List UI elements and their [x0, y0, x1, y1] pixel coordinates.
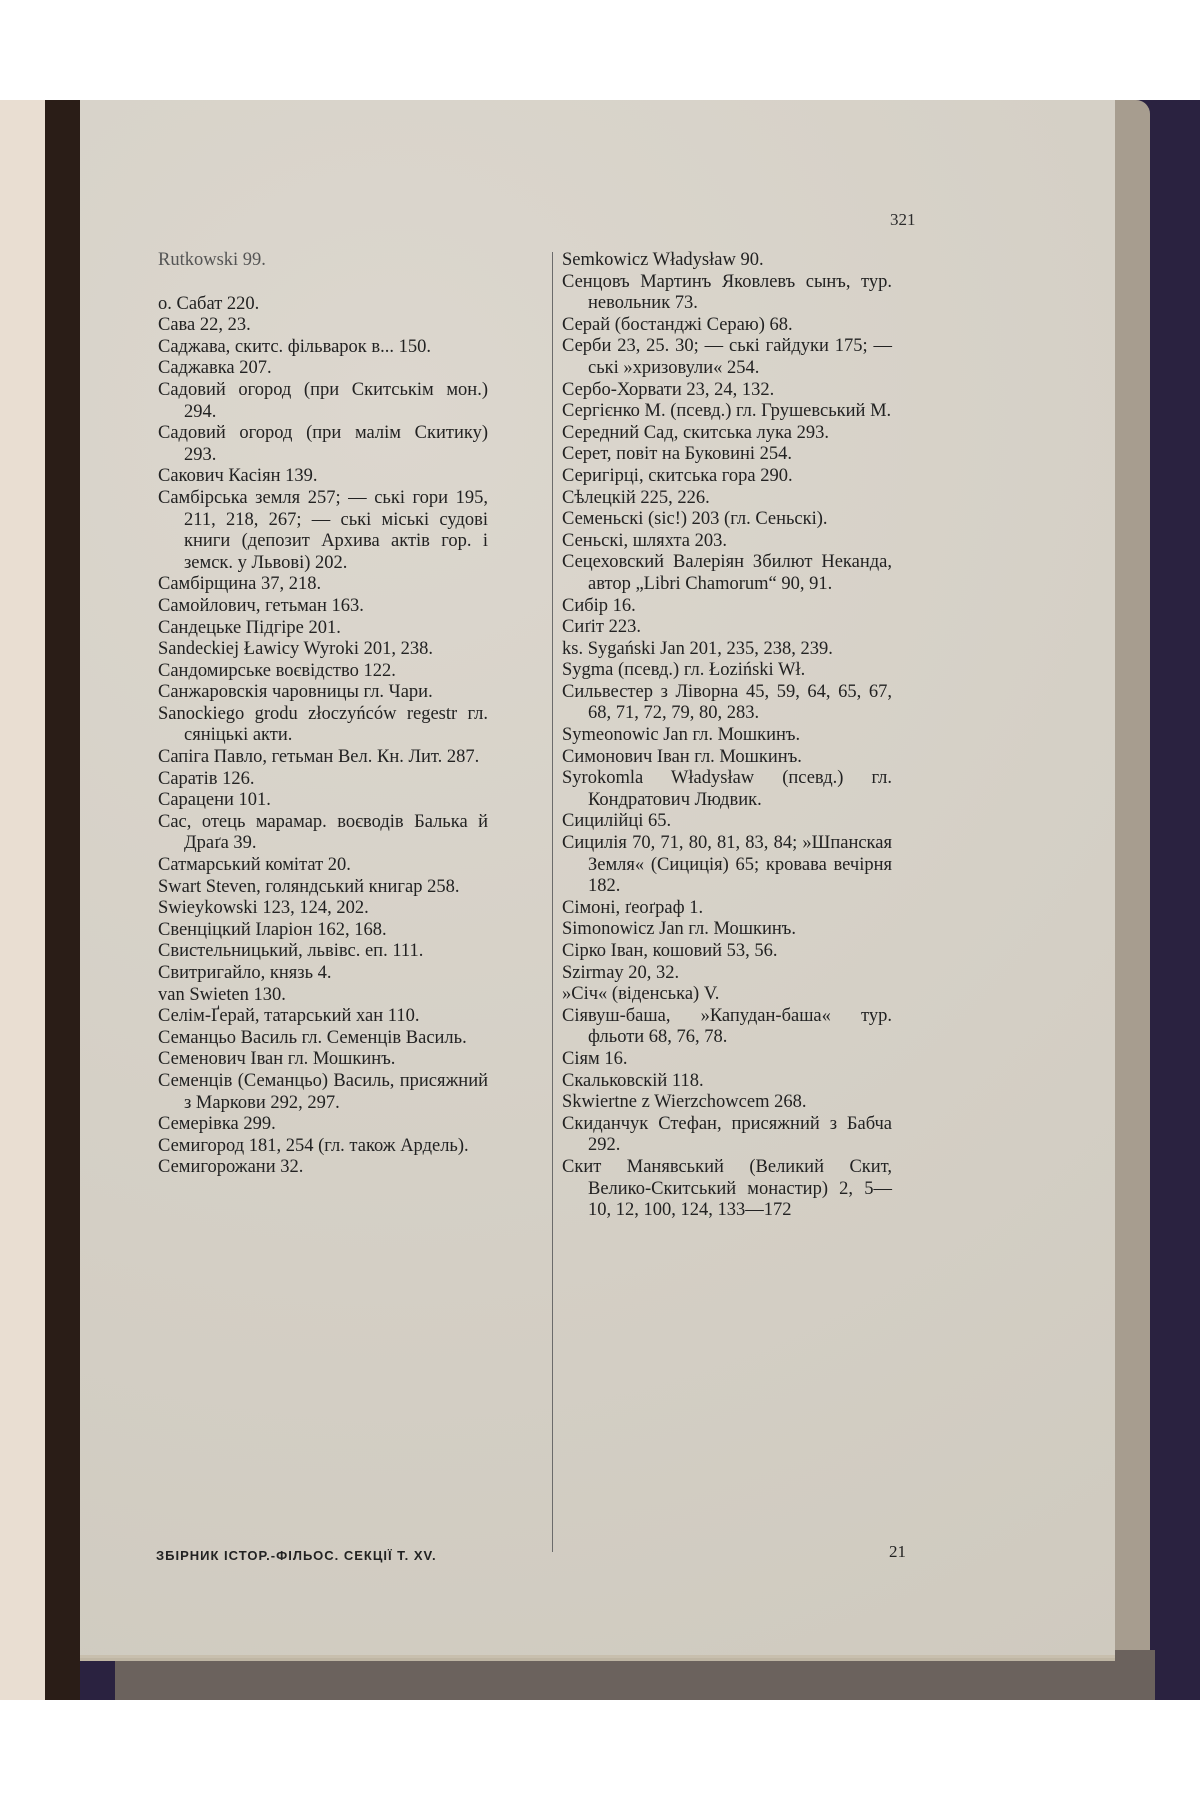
page-number: 321 [890, 210, 916, 229]
index-entry: Skwiertne z Wierzchowcem 268. [562, 1092, 807, 1113]
index-entry: Симонович Іван гл. Мошкинъ. [562, 746, 802, 767]
index-entry: Swart Steven, голяндський книгар 258. [158, 876, 460, 897]
index-entry: Серай (бостанджі Сераю) 68. [562, 314, 793, 335]
index-entry: Сибір 16. [562, 595, 636, 616]
index-entry: Саджавка 207. [158, 358, 272, 379]
index-entry: Свенціцкий Іларіон 162, 168. [158, 919, 387, 940]
index-entry: Сеньскі, шляхта 203. [562, 530, 728, 551]
index-entry: Санжаровскія чаровницы гл. Чари. [158, 682, 433, 703]
index-entry: Семанцьо Василь гл. Семенців Василь. [158, 1027, 467, 1048]
index-entry: Сергієнко М. (псевд.) гл. Грушевський М. [562, 401, 892, 422]
index-entry: Садовий огород (при малім Скитику) 293. [158, 423, 488, 465]
index-entry: Серигірці, скитська гора 290. [562, 465, 793, 486]
index-entry: Скиданчук Стефан, присяжний з Бабча 292. [562, 1113, 892, 1156]
index-entry: Symeonowic Jan гл. Мошкинъ. [562, 725, 801, 746]
index-entry: Середний Сад, скитська лука 293. [562, 422, 829, 443]
index-entry: Семенович Іван гл. Мошкинъ. [158, 1049, 396, 1070]
index-column-left [158, 250, 488, 1179]
index-entry: Сандомирське воєвідство 122. [158, 660, 396, 681]
index-entry: Сицилійці 65. [562, 811, 672, 832]
signature-number: 21 [889, 1542, 906, 1561]
index-entry: о. Сабат 220. [158, 293, 260, 314]
index-entry: van Swieten 130. [158, 984, 286, 1005]
index-entry: Саратів 126. [158, 768, 255, 789]
index-entry: Сіям 16. [562, 1048, 628, 1069]
index-entry: Сава 22, 23. [158, 315, 251, 336]
index-entry: Syrokomla Władysław (псевд.) гл. Кондратович Людвик. [562, 768, 892, 810]
index-entry: Серби 23, 25. 30; — ські гайдуки 175; — ські »хризовули« 254. [562, 336, 892, 378]
index-entry: Скальковскій 118. [562, 1070, 704, 1091]
book-spine [45, 100, 80, 1700]
index-entry: Семенців (Семанцьо) Василь, присяжний з Маркови 292, 297. [158, 1070, 488, 1113]
index-entry: Semkowicz Władysław 90. [562, 250, 764, 270]
index-entry: Садовий огород (при Скитськім мон.) 294. [158, 379, 488, 422]
index-entry: Серет, повіт на Буковині 254. [562, 444, 793, 465]
index-entry: Сербо-Хорвати 23, 24, 132. [562, 379, 775, 400]
index-entry: Swieykowski 123, 124, 202. [158, 898, 369, 919]
index-entry: Сицилія 70, 71, 80, 81, 83, 84; »Шпанская Земля« (Сициція) 65; кровава вечірня 182. [562, 833, 892, 897]
index-entry: Szirmay 20, 32. [562, 962, 680, 983]
index-entry: Саджава, скитс. фільварок в... 150. [158, 336, 432, 357]
index-entry: Семигорожани 32. [158, 1157, 304, 1178]
index-entry: Семеньскі (sic!) 203 (гл. Сеньскі). [562, 509, 828, 530]
index-entry: Rutkowski 99. [158, 250, 266, 270]
index-entry: Самбірщина 37, 218. [158, 574, 322, 595]
index-entry: Сіявуш-баша, »Капудан-баша« тур. фльоти 68, 76, 78. [562, 1005, 892, 1048]
index-entry: Самбірська земля 257; — ські гори 195, 211, 218, 267; — ські міські судові книги (депозит Архива актів гор. і земск. у Львові) 202. [158, 487, 488, 573]
index-entry: Simonowicz Jan гл. Мошкинъ. [562, 919, 796, 940]
index-entry: Сандецьке Підгіре 201. [158, 617, 341, 638]
index-entry: Самойлович, гетьман 163. [158, 595, 364, 616]
index-entry: Сакович Касіян 139. [158, 466, 318, 487]
index-entry: Сецеховский Валеріян Збилют Неканда, автор „Libri Chamorum“ 90, 91. [562, 552, 892, 594]
index-entry: Сѣлецкій 225, 226. [562, 487, 710, 508]
index-entry: Сильвестер з Ліворна 45, 59, 64, 65, 67, 68, 71, 72, 79, 80, 283. [562, 681, 892, 724]
index-entry: Свистельницький, львівс. еп. 111. [158, 941, 424, 962]
index-entry: »Січ« (віденська) V. [562, 984, 720, 1005]
column-divider [552, 252, 553, 1552]
index-entry: Сатмарський комітат 20. [158, 855, 351, 876]
journal-signature: ЗБІРНИК ІСТОР.-ФІЛЬОС. СЕКЦІЇ Т. XV. [156, 1548, 437, 1563]
index-entry: Sanockiego grodu złoczyńców regestr гл. сяніцькі акти. [158, 703, 488, 746]
index-entry: Скит Манявський (Великий Скит, Велико-Скитський монастир) 2, 5—10, 12, 100, 124, 133—172 [562, 1156, 892, 1221]
index-entry: Сапіга Павло, гетьман Вел. Кн. Лит. 287. [158, 747, 480, 768]
index-entry: Сімоні, ґеоґраф 1. [562, 897, 704, 918]
index-column-right [562, 250, 892, 1222]
index-entry: Свитригайло, князь 4. [158, 963, 332, 983]
index-entry: Семерівка 299. [158, 1114, 276, 1135]
index-entry: Sandeckiej Ławicy Wyroki 201, 238. [158, 639, 433, 660]
index-entry: Сиґіт 223. [562, 617, 641, 638]
index-entry: Сенцовъ Мартинъ Яковлевъ сынъ, тур. невольник 73. [562, 271, 892, 314]
index-entry: Семигород 181, 254 (гл. також Ардель). [158, 1135, 469, 1156]
book-bottom-board [115, 1650, 1155, 1700]
index-entry: Sygma (псевд.) гл. Łoziński Wł. [562, 660, 806, 681]
index-entry: Селім-Ґерай, татарський хан 110. [158, 1006, 420, 1027]
index-entry: ks. Sygański Jan 201, 235, 238, 239. [562, 638, 833, 659]
index-entry: Сірко Іван, кошовий 53, 56. [562, 941, 778, 961]
book-page [80, 100, 1115, 1655]
index-entry: Сарацени 101. [158, 790, 271, 811]
index-entry: Сас, отець марамар. воєводів Балька й Драґа 39. [158, 811, 488, 854]
photo-background [0, 100, 1200, 1700]
previous-page-edge [0, 100, 45, 1700]
book-cover-edge [1110, 100, 1150, 1700]
